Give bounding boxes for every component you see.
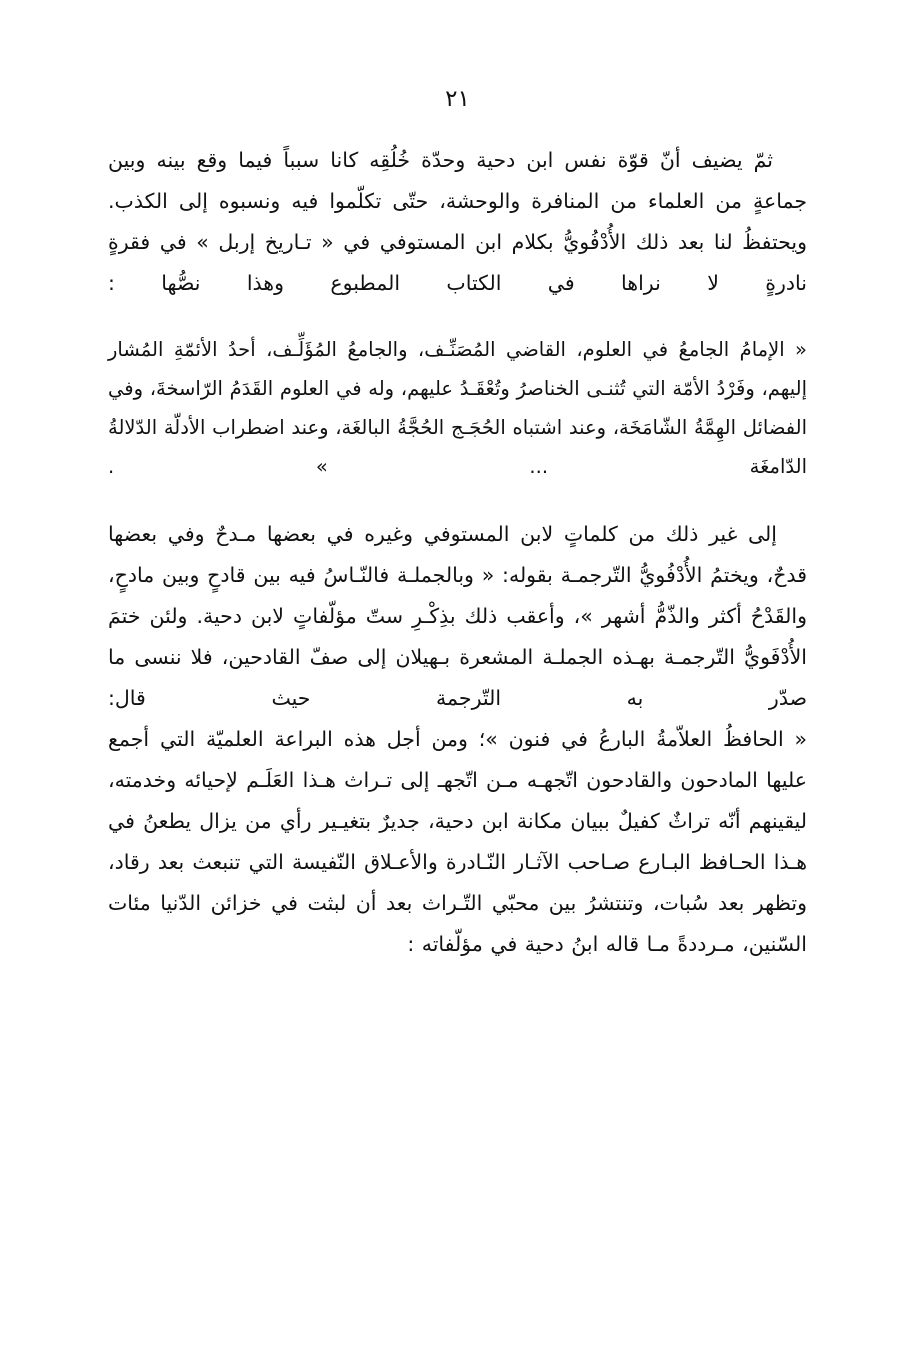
quotation-block: « الإمامُ الجامعُ في العلوم، القاضي المُصَنِّـف، والجامعُ المُؤَلِّـف، أحدُ الأئمّةِ المُشار إليهم، وفَرْدُ الأمّة التي تُثنـى الخناصرُ وتُعْقَـدُ عليهم، وله في العلوم القَدَمُ الرّاسخةَ، وفي الفضائل الهِمَّةُ الشّامَخَة، وعند اشتباه الحُجَـج الحُجَّةُ البالغَة، وعند اضطراب الأدلّة الدّلالةُ الدّامغَة ... » .	[108, 338, 807, 478]
page-body	[108, 140, 807, 965]
paragraph-2: إلى غير ذلك من كلماتٍ لابن المستوفي وغيره في بعضها مـدحٌ وفي بعضها قدحٌ، ويختمُ الأُدْفُويُّ التّرجمـة بقوله: « وبالجملـة فالنّـاسُ فيه بين قادحٍ وبين مادحٍ، والقَدْحُ أكثر والذّمُّ أشهر »، وأعقب ذلك بذِكْـرِ ستّ مؤلّفاتٍ لابن دحية. ولئن ختمَ الأُدْفَويُّ التّرجمـة بهـذه الجملـة المشعرة بـهيلان إلى صفّ القادحين، فلا ننسى ما صدّر به التّرجمة حيث قال:	[108, 522, 807, 710]
paragraph-1: ثمّ يضيف أنّ قوّة نفس ابن دحية وحدّة خُلُقِه كانا سبباً فيما وقع بينه وبين جماعةٍ من العلماء من المنافرة والوحشة، حتّى تكلّموا فيه ونسبوه إلى الكذب. ويحتفظُ لنا بعد ذلك الأُدْفُويُّ بكلام ابن المستوفي في « تـاريخ إربل » في فقرةٍ نادرةٍ لا نراها في الكتاب المطبوع وهذا نصُّها :	[108, 148, 807, 295]
paragraph-3: « الحافظُ العلاّمةُ البارعُ في فنون »؛ ومن أجل هذه البراعة العلميّة التي أجمع عليها المادحون والقادحون اتّجهـه مـن اتّجهـ إلى تـراث هـذا العَلَـم لإحيائه وخدمته، ليقينهم أنّه تراثٌ كفيلٌ ببيان مكانة ابن دحية، جديرٌ بتغيـير رأي من يزال يطعنُ في هـذا الحـافظ البـارع صـاحب الآثـار النّـادرة والأعـلاق النّفيسة التي تنبعث بعد رقاد، وتظهر بعد سُبات، وتنتشرُ بين محبّي التّـراث بعد أن لبثت في خزائن الدّنيا مئات السّنين، مـرددةً مـا قاله ابنُ دحية في مؤلّفاته :	[108, 727, 807, 956]
page-number: ٢١	[445, 86, 470, 112]
